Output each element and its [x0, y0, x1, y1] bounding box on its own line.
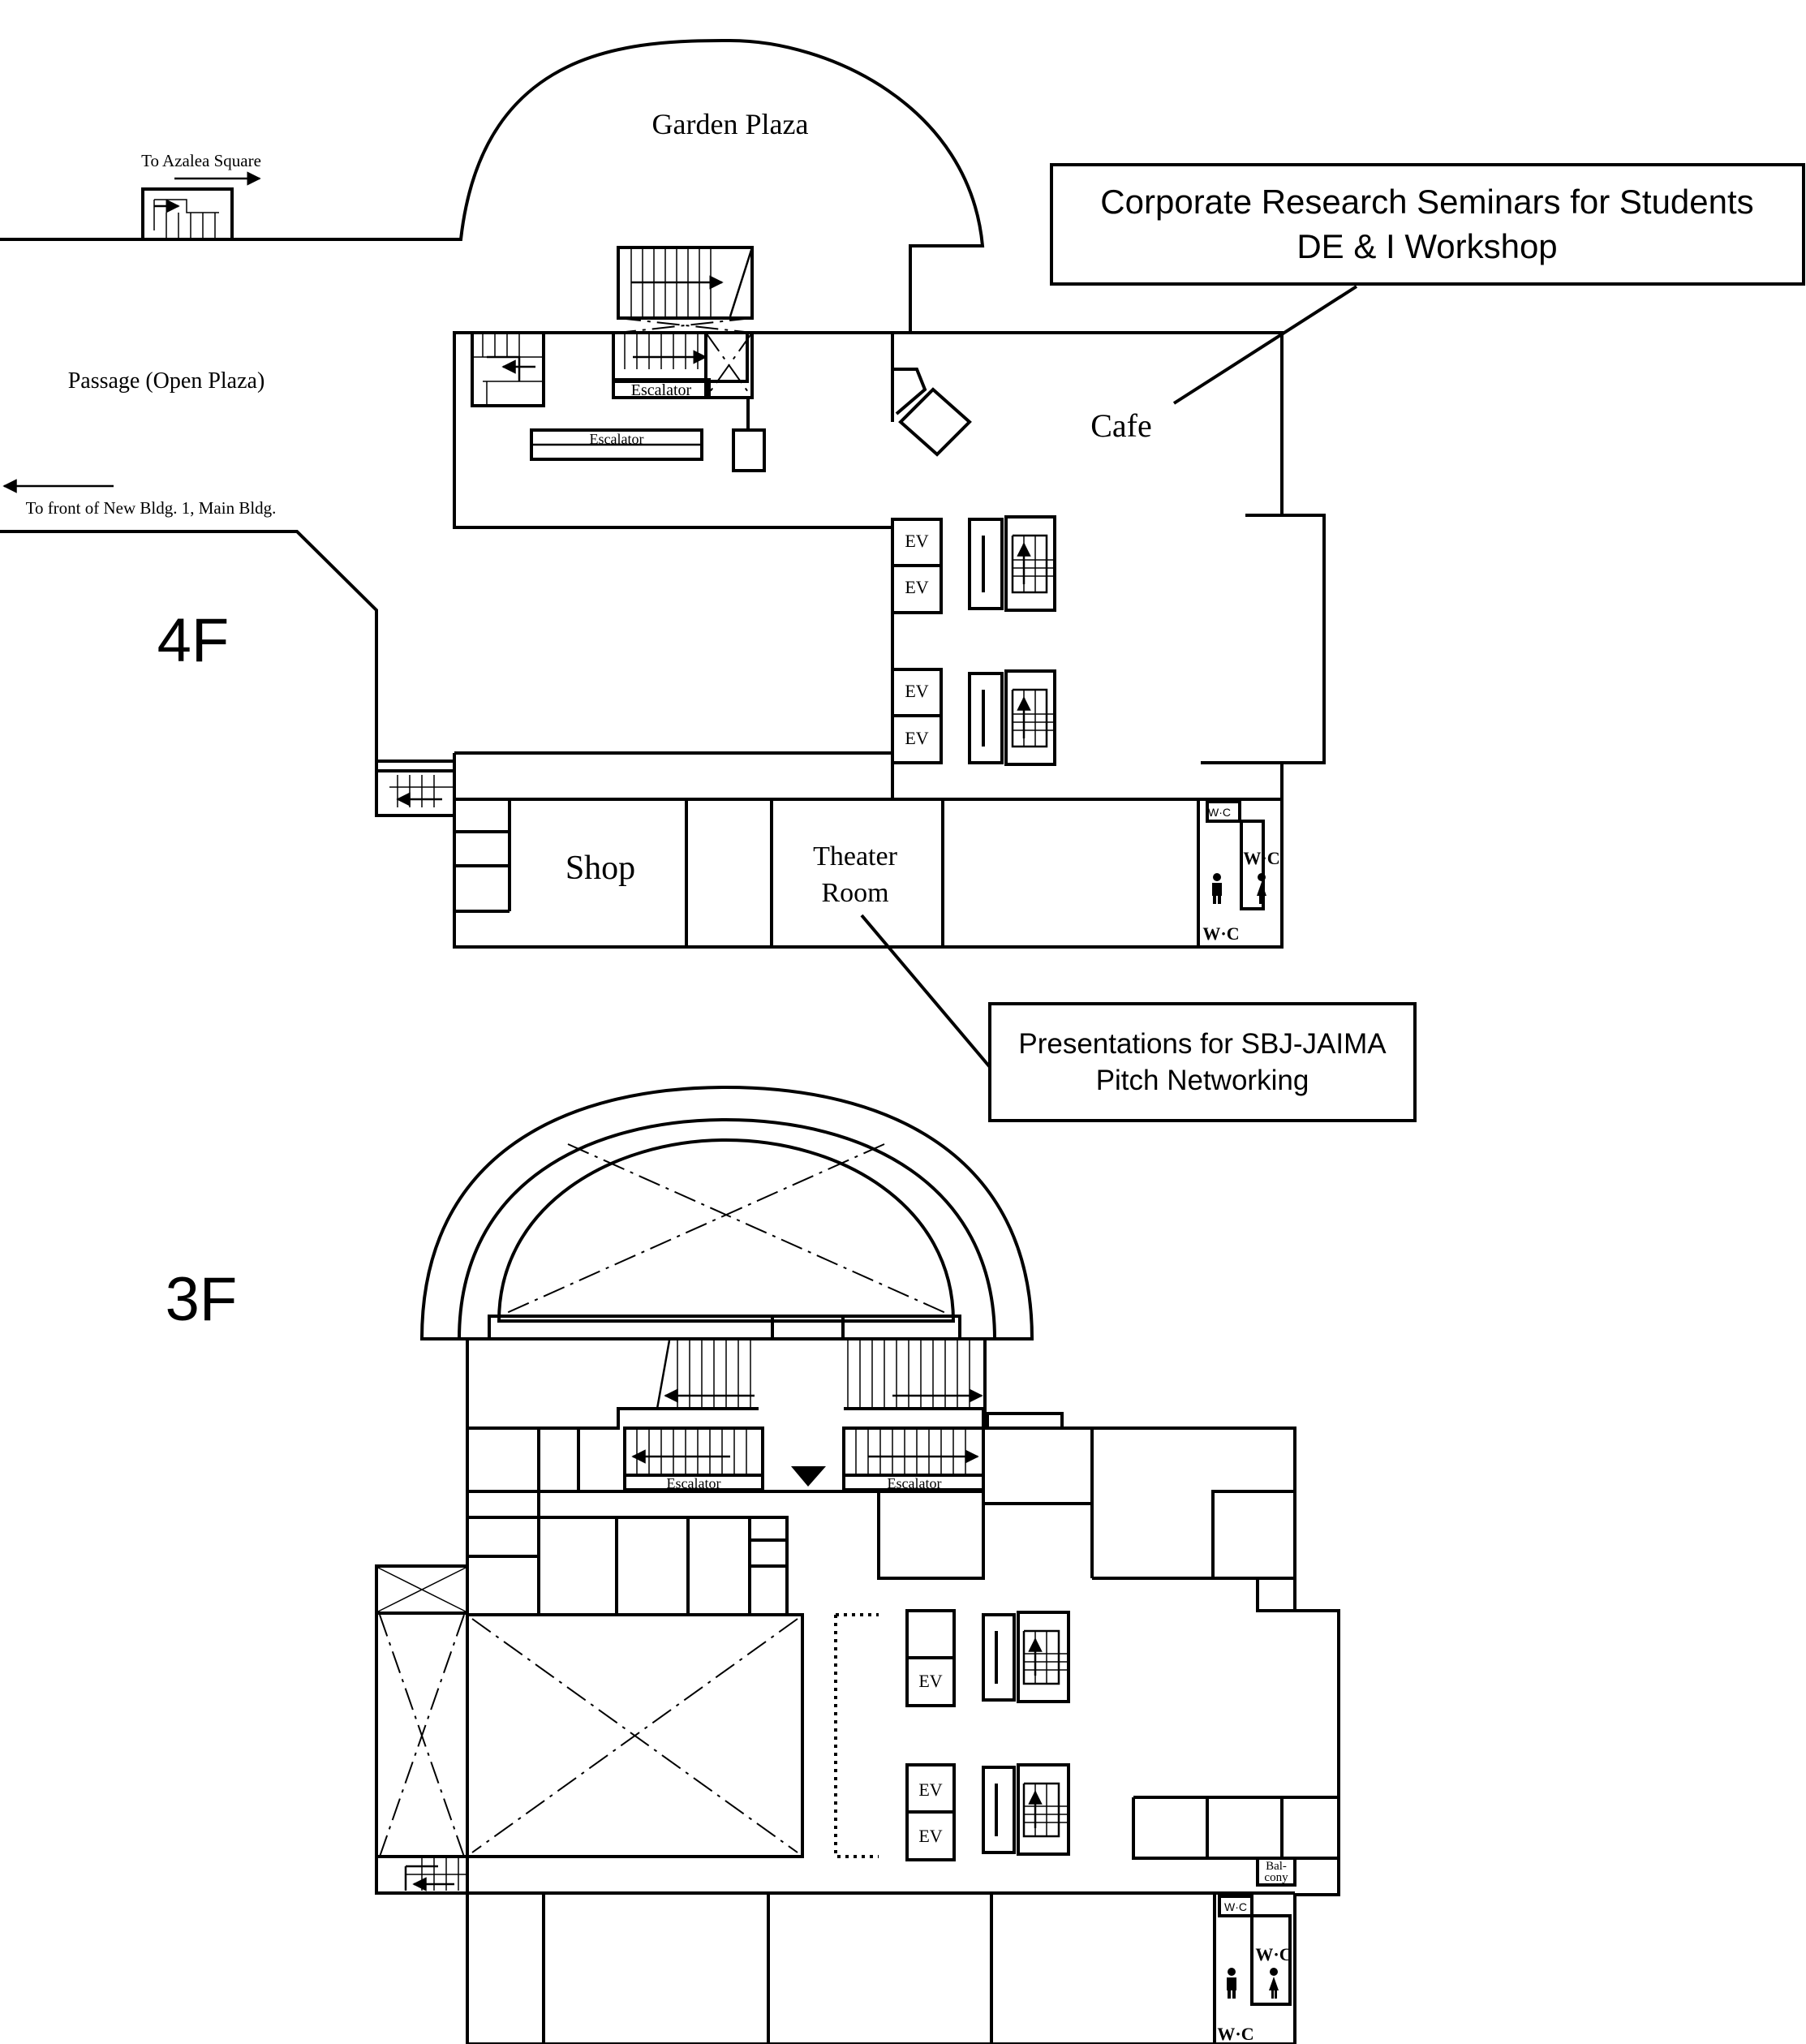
stair-core-4f-lower	[970, 671, 1055, 764]
escalator-label-4f-b: Escalator	[589, 431, 644, 447]
cafe-callout-leader	[1174, 286, 1357, 403]
wc-small-3f: W·C	[1224, 1900, 1247, 1913]
floor-label-3f: 3F	[165, 1265, 238, 1334]
azalea-stair	[143, 189, 232, 239]
building-3f-outline	[376, 1339, 1339, 2044]
cafe-label: Cafe	[1090, 407, 1152, 444]
floor-3f	[166, 1087, 1339, 2044]
wc-label-4f-a: W·C	[1243, 848, 1280, 868]
theater-callout-leader	[862, 915, 990, 1067]
passage-label: Passage (Open Plaza)	[67, 368, 265, 394]
theater-room-label-2: Room	[821, 878, 889, 908]
female-icon	[1257, 873, 1266, 904]
wc-label-3f-a: W·C	[1255, 1944, 1292, 1964]
balcony-label-1: Bal-	[1266, 1860, 1287, 1873]
theater-events-line2: Pitch Networking	[1095, 1065, 1309, 1096]
theater-events-callout	[990, 1004, 1415, 1121]
wc-label-4f-b: W·C	[1202, 923, 1240, 944]
cafe-events-callout	[1051, 165, 1804, 284]
escalator-label-3f-b: Escalator	[887, 1475, 942, 1491]
ev-label-4f-1: EV	[905, 531, 929, 551]
ev-label-4f-4: EV	[905, 728, 929, 748]
wc-label-3f-b: W·C	[1217, 2024, 1254, 2044]
theater-room-label-1: Theater	[813, 841, 897, 871]
ev-label-3f-2: EV	[918, 1779, 943, 1800]
male-icon	[1212, 873, 1222, 904]
floor-label-4f: 4F	[157, 606, 230, 675]
stair-core-3f-lower	[983, 1765, 1069, 1854]
ev-label-4f-2: EV	[905, 577, 929, 597]
escalator-label-4f-a: Escalator	[630, 381, 692, 399]
male-icon	[1227, 1968, 1236, 1999]
wc-small-4f: W·C	[1208, 806, 1231, 819]
to-azalea-square-label: To Azalea Square	[141, 151, 261, 170]
stair-3f-left	[406, 1858, 467, 1891]
atrium-arch-outer	[422, 1087, 1032, 1339]
ev-label-4f-3: EV	[905, 681, 929, 701]
cafe-events-line1: Corporate Research Seminars for Students	[1100, 183, 1754, 221]
female-icon	[1269, 1968, 1279, 1999]
ev-label-3f-1: EV	[918, 1671, 943, 1691]
ev-label-3f-3: EV	[918, 1826, 943, 1846]
garden-plaza-label: Garden Plaza	[651, 108, 809, 140]
theater-events-line1: Presentations for SBJ-JAIMA	[1018, 1028, 1387, 1060]
garden-plaza-outline	[0, 41, 983, 333]
down-triangle-icon	[791, 1466, 826, 1487]
balcony-label-2: cony	[1264, 1871, 1288, 1884]
shop-label: Shop	[565, 850, 636, 887]
stair-core-4f-upper	[970, 517, 1055, 610]
stair-core-3f-upper	[983, 1612, 1069, 1702]
escalator-label-3f-a: Escalator	[666, 1475, 721, 1491]
cafe-events-line2: DE & I Workshop	[1296, 227, 1558, 265]
to-front-label: To front of New Bldg. 1, Main Bldg.	[25, 498, 277, 518]
